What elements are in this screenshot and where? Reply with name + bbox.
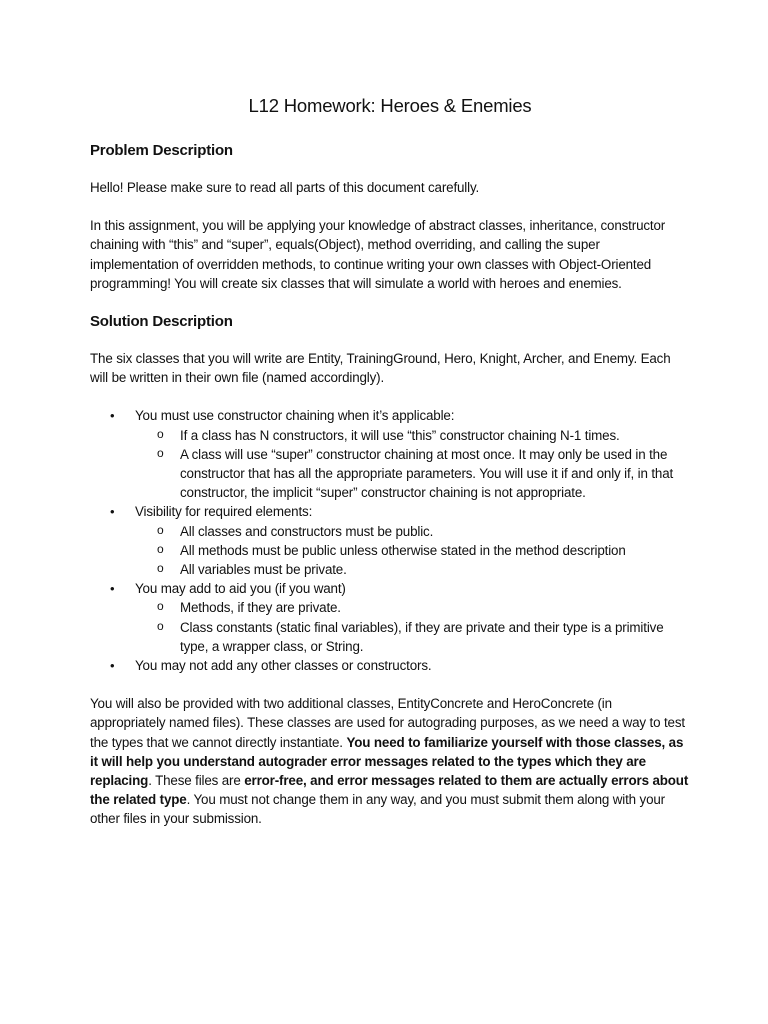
paragraph-text: . These files are — [148, 773, 245, 789]
list-item — [90, 406, 690, 502]
bullet-icon: • — [110, 504, 115, 520]
requirements-list — [90, 406, 690, 675]
list-item-text: Visibility for required elements: — [135, 504, 313, 520]
bold-text: You need to familiarize yourself with those classes, as it will help you understand autograder error messages related to the types which they are replacing — [90, 734, 684, 789]
sub-bullet-icon: o — [157, 541, 164, 556]
sub-list-item — [135, 426, 690, 445]
bullet-icon: • — [110, 581, 115, 597]
problem-paragraph-2: In this assignment, you will be applying your knowledge of abstract classes, inheritance, constructor chaining with “this” and “super”, equals(Object), method overriding, and calling the super implementation of overridden methods, to continue writing your own classes with Object-Oriented programming! You will create six classes that will simulate a world with heroes and enemies. — [90, 218, 666, 291]
solution-description-heading: Solution Description — [90, 313, 233, 331]
problem-description-heading: Problem Description — [90, 142, 233, 159]
sub-bullet-icon: o — [157, 522, 164, 537]
problem-paragraph-1: Hello! Please make sure to read all parts of this document carefully. — [90, 180, 480, 195]
sub-list — [135, 522, 690, 580]
paragraph-text: . You must not change them in any way, and you must submit them along with your other files in your submission. — [90, 792, 665, 827]
sub-list — [135, 426, 690, 503]
sub-list-item-text: Class constants (static final variables), if they are private and their type is a primitive type, a wrapper class, or String. — [180, 619, 664, 654]
list-item — [90, 502, 690, 579]
solution-intro-paragraph: The six classes that you will write are Entity, TrainingGround, Hero, Knight, Archer, and Enemy. Each will be written in their own file (named accordingly). — [90, 351, 671, 386]
sub-bullet-icon: o — [157, 599, 164, 614]
sub-list-item — [135, 445, 690, 503]
list-item — [90, 656, 690, 675]
document-title: L12 Homework: Heroes & Enemies — [248, 95, 532, 116]
sub-bullet-icon: o — [157, 561, 164, 576]
list-item — [90, 579, 690, 656]
sub-list-item — [135, 522, 690, 541]
bullet-icon: • — [110, 658, 115, 674]
sub-list — [135, 598, 690, 656]
sub-list-item — [135, 541, 690, 560]
bold-text: error-free, and error messages related to them are actually errors about the related type — [90, 773, 689, 808]
sub-bullet-icon: o — [157, 426, 164, 441]
sub-list-item-text: All methods must be public unless otherwise stated in the method description — [180, 542, 626, 558]
paragraph-text: You will also be provided with two additional classes, EntityConcrete and HeroConcrete (in appropriately named files). These classes are used for autograding purposes, as we need a way to test the types that we cannot directly instantiate. — [90, 696, 685, 750]
sub-bullet-icon: o — [157, 445, 164, 460]
sub-list-item-text: A class will use “super” constructor chaining at most once. It may only be used in the constructor that has all the appropriate parameters. You will use it if and only if, in that constructor, the implicit “super” constructor chaining is not appropriate. — [180, 446, 674, 501]
list-item-text: You may add to aid you (if you want) — [135, 581, 346, 597]
list-item-text: You may not add any other classes or constructors. — [135, 658, 432, 674]
document-body — [90, 94, 690, 848]
sub-list-item-text: All variables must be private. — [180, 562, 347, 578]
provided-classes-paragraph — [90, 694, 690, 828]
sub-bullet-icon: o — [157, 618, 164, 633]
list-item-text: You must use constructor chaining when it’s applicable: — [135, 408, 455, 424]
sub-list-item-text: All classes and constructors must be public. — [180, 523, 434, 539]
sub-list-item-text: If a class has N constructors, it will use “this” constructor chaining N-1 times. — [180, 427, 620, 443]
sub-list-item-text: Methods, if they are private. — [180, 600, 341, 616]
sub-list-item — [135, 618, 690, 656]
bullet-icon: • — [110, 408, 115, 424]
sub-list-item — [135, 560, 690, 579]
sub-list-item — [135, 598, 690, 617]
